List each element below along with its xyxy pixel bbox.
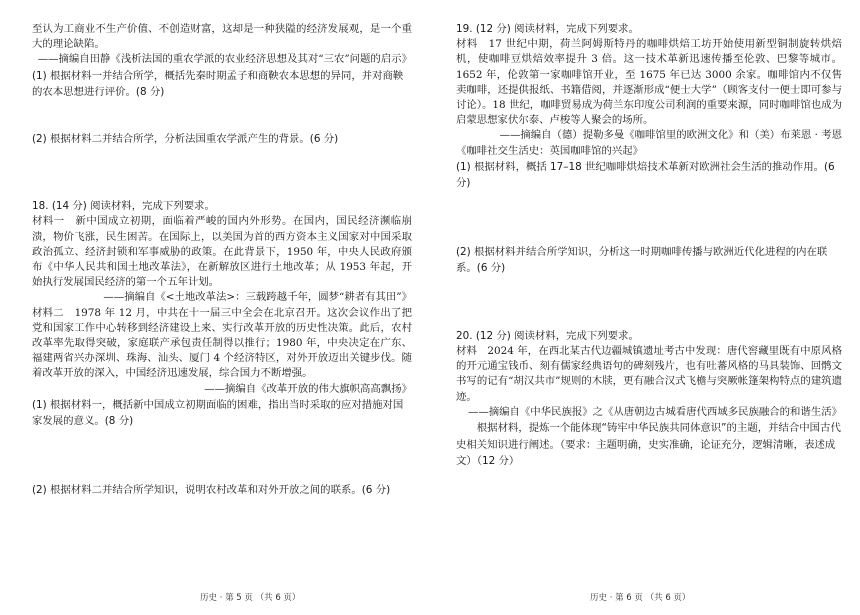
q20-material: 材料 2024 年，在西北某古代边疆城镇遗址考古中发现：唐代窖藏里既有中原风格的开元通宝钱币、刻有儒家经典语句的碑刻残片，也有吐蕃风格的马具装饰、回鹘文书写的记有“胡汉共市”规则的木牍，更有融合汉式飞檐与突厥帐篷架构特点的建筑遗迹。 [456,345,842,403]
q18-subquestion-1: (1) 根据材料一，概括新中国成立初期面临的困难，指出当时采取的应对措施对国家发展的意义。(8 分) [32,398,404,428]
q20-task: 根据材料，提炼一个能体现“铸牢中华民族共同体意识”的主题，并结合中国古代史相关知识进行阐述。（要求：主题明确，史实准确，论证充分，逻辑清晰，表述成文）（12 分） [456,422,841,468]
q19-subquestion-1: (1) 根据材料，概括 17–18 世纪咖啡烘焙技术革新对欧洲社会生活的推动作用。(6 分) [456,160,835,190]
q20-source: ——摘编自《中华民族报》之《从唐朝边古城看唐代西域多民族融合的和谐生活》 [467,405,842,418]
q17-source: ——摘编自田静《浅析法国的重农学派的农业经济思想及其对“三农”问题的启示》 [37,53,412,66]
q19-source-line-2: 《咖啡社交生活史：英国咖啡馆的兴起》 [456,144,644,157]
q18-subquestion-2: (2) 根据材料二并结合所学知识，说明农村改革和对外开放之间的联系。(6 分) [32,483,391,496]
q18-material-2: 材料二 1978 年 12 月，中共在十一届三中全会在北京召开。这次会议作出了把党和国家工作中心转移到经济建设上来、实行改革开放的历史性决策。此后，农村改革率先取得突破，家庭联产承包责任制得以推行；1980 年，中央决定在广东、福建两省兴办深圳、珠海、汕头、厦门 4 个经济特区，对外开放迈出关键步伐。随着改革开放的深入，中国经济迅速发展，综合国力不断增强。 [32,306,412,380]
q19-source-line-1: ——摘编自（德）提勒多曼《咖啡馆里的欧洲文化》和（美）布莱恩 · 考恩 [499,129,842,142]
q18-heading: 18. (14 分) 阅读材料，完成下列要求。 [32,200,215,213]
page-footer-5: 历史 · 第 5 页 （共 6 页） [200,593,301,603]
q19-subquestion-2: (2) 根据材料并结合所学知识，分析这一时期咖啡传播与欧洲近代化进程的内在联系。(6 分) [456,245,828,275]
q19-material: 材料 17 世纪中期，荷兰阿姆斯特丹的咖啡烘焙工坊开始使用新型铜制旋转烘焙机，使咖啡豆烘焙效率提升 3 倍。这一技术革新迅速传播至伦敦、巴黎等城市。1652 年，伦敦第一家咖啡馆开业，至 1675 年已达 3000 余家。咖啡馆内不仅售卖咖啡，还提供报纸、书籍借阅，并逐渐形成“便士大学”（顾客支付一便士即可参与讨论）。18 世纪，咖啡贸易成为荷兰东印度公司利润的重要来源，同时咖啡馆也成为启蒙思想家伏尔泰、卢梭等人聚会的场所。 [456,38,842,127]
q17-material-tail: 至认为工商业不生产价值、不创造财富，这却是一种狭隘的经济发展观，是一个重大的理论缺陷。 [32,23,412,51]
page-footer-6: 历史 · 第 6 页 （共 6 页） [590,593,691,603]
page-6 [430,0,860,615]
q19-heading: 19. (12 分) 阅读材料，完成下列要求。 [456,23,639,35]
q18-material-1-source: ——摘编自《<土地改革法>：三载跨越千年，圆梦“耕者有其田”》 [103,291,412,304]
q18-material-2-source: ——摘编自《改革开放的伟大旗帜高高飘扬》 [204,382,412,395]
q17-subquestion-1: (1) 根据材料一并结合所学，概括先秦时期孟子和商鞅农本思想的异同，并对商鞅的农本思想进行评价。(8 分) [32,69,404,99]
q18-material-1: 材料一 新中国成立初期，面临着严峻的国内外形势。在国内，国民经济濒临崩溃，物价飞涨，民生困苦。在国际上，以美国为首的西方资本主义国家对中国采取政治孤立、经济封锁和军事威胁的政策。在此背景下，1950 年，中央人民政府颁布《中华人民共和国土地改革法》，在新解放区进行土地改革；从 1953 年起，开始执行发展国民经济的第一个五年计划。 [32,215,412,289]
q17-subquestion-2: (2) 根据材料二并结合所学，分析法国重农学派产生的背景。(6 分) [32,132,339,145]
q20-heading: 20. (12 分) 阅读材料，完成下列要求。 [456,329,639,342]
